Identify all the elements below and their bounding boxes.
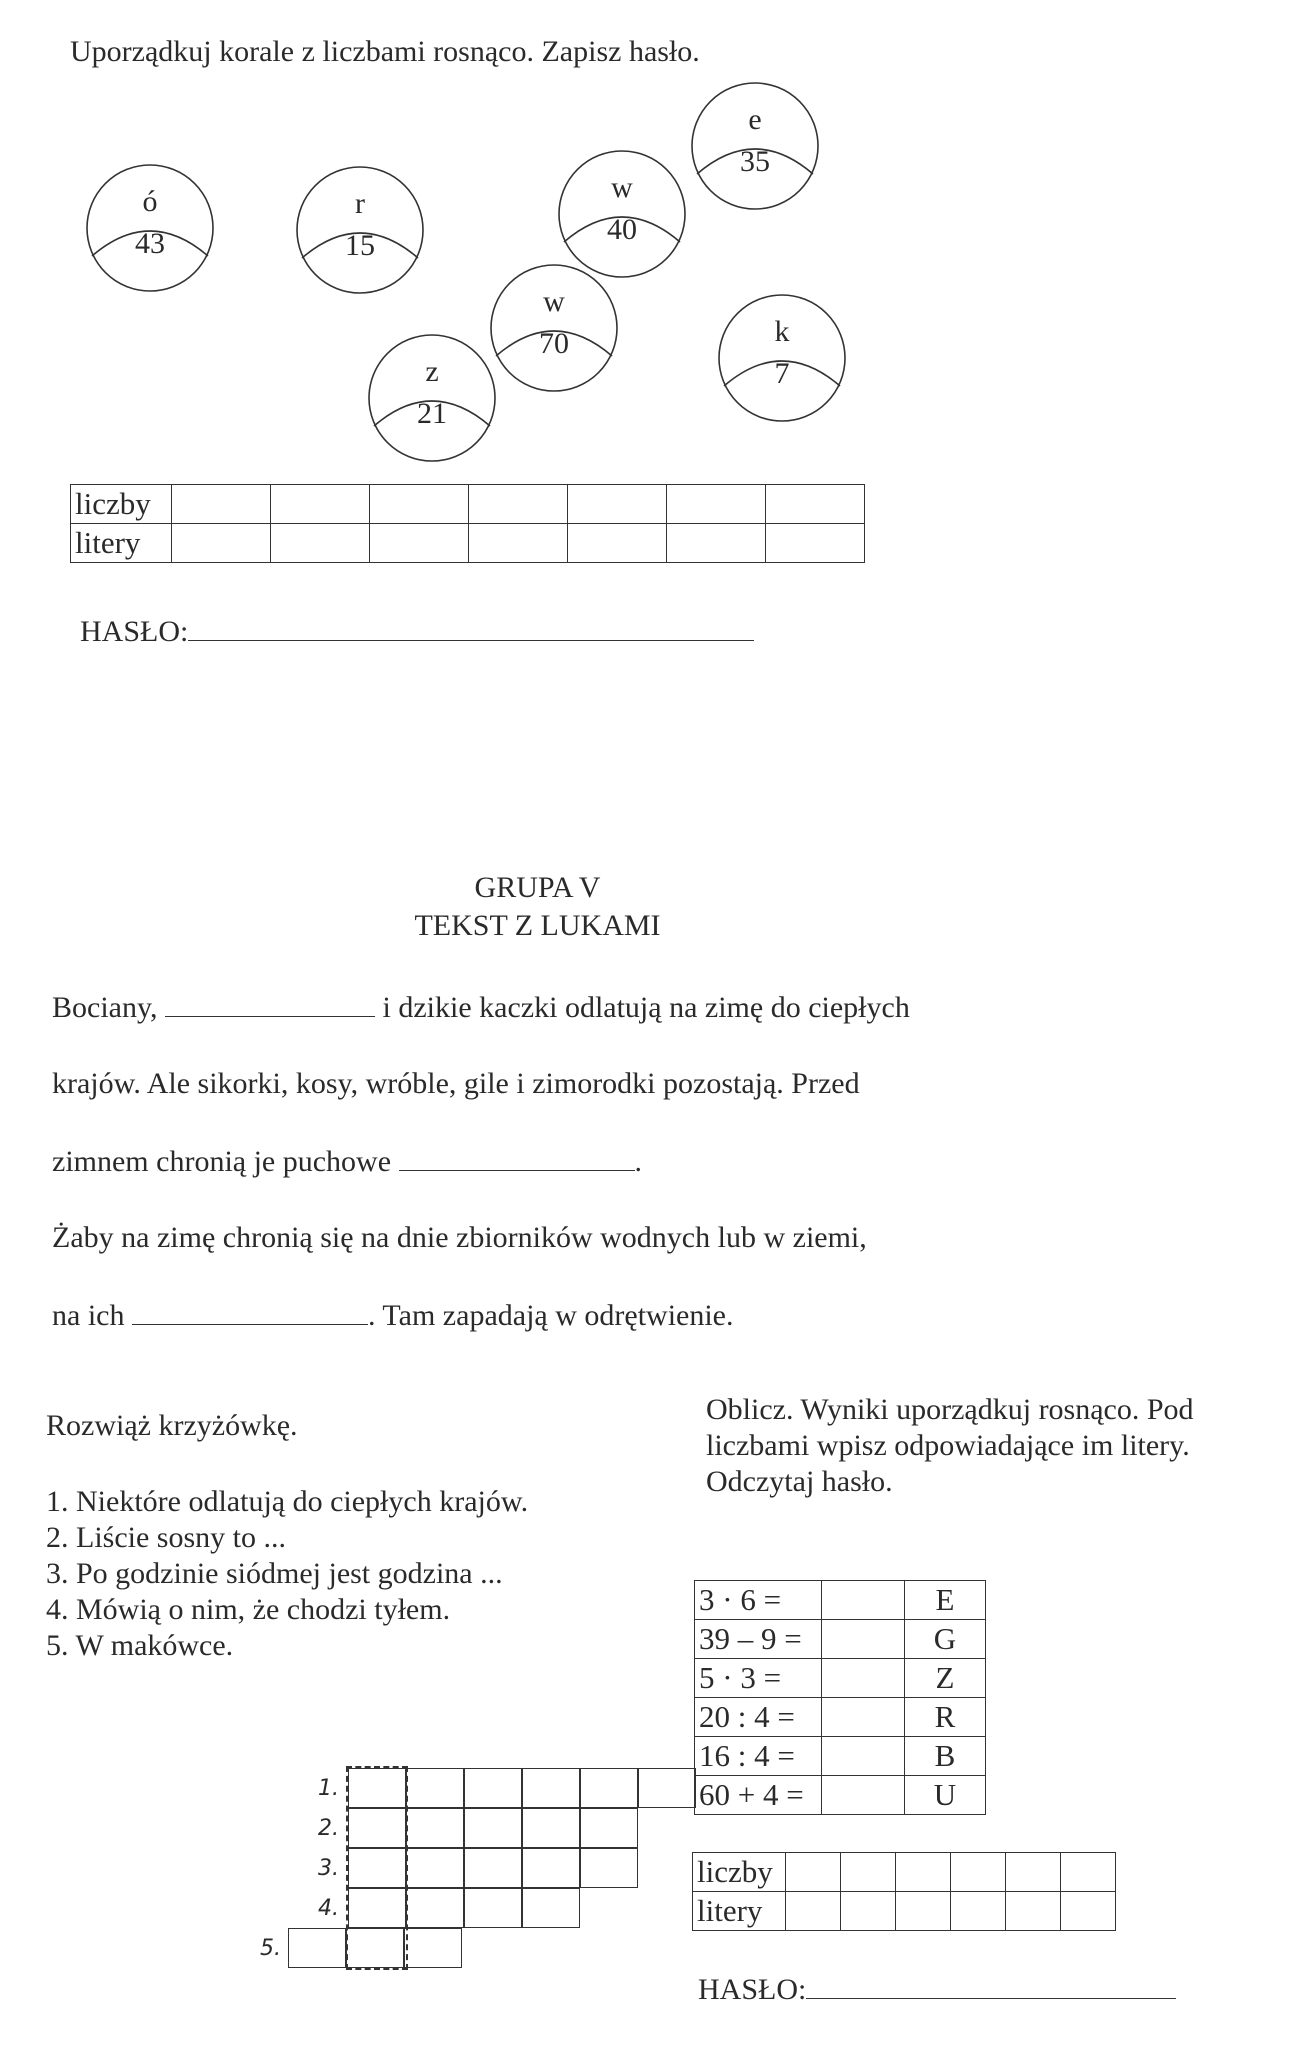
crossword-cell[interactable]: [580, 1808, 638, 1848]
crossword-cell[interactable]: [464, 1768, 522, 1808]
group-title: GRUPA V: [474, 871, 601, 904]
answer-cell[interactable]: [568, 485, 667, 524]
calc-instruction-line: Oblicz. Wyniki uporządkuj rosnąco. Pod: [706, 1393, 1194, 1426]
calc-letter: G: [905, 1620, 986, 1659]
answer-cell[interactable]: [1006, 1892, 1061, 1931]
crossword-cell[interactable]: [522, 1808, 580, 1848]
calc-expression: 3 · 6 =: [695, 1581, 822, 1620]
bead: [691, 82, 819, 210]
calc-expression: 39 – 9 =: [695, 1620, 822, 1659]
crossword-row-number: 3.: [318, 1856, 339, 1881]
answer-cell[interactable]: [172, 485, 271, 524]
answer-cell[interactable]: [568, 524, 667, 563]
crossword-row-number: 5.: [260, 1936, 281, 1961]
calc-expression: 5 · 3 =: [695, 1659, 822, 1698]
bead-number: 15: [345, 229, 375, 262]
haslo-answer-blank[interactable]: [806, 1974, 1176, 1999]
group-subtitle: TEKST Z LUKAMI: [414, 909, 661, 942]
cloze-text: Bociany,: [52, 991, 158, 1024]
calc-letter: B: [905, 1737, 986, 1776]
bead-letter: w: [611, 171, 633, 204]
answer-cell[interactable]: [469, 485, 568, 524]
bead-task-instruction: Uporządkuj korale z liczbami rosnąco. Zapisz hasło.: [70, 35, 700, 68]
calc-result-cell[interactable]: [822, 1581, 905, 1620]
answer-cell[interactable]: [951, 1853, 1006, 1892]
answer-cell[interactable]: [1006, 1853, 1061, 1892]
bead: [718, 294, 846, 422]
crossword-cell[interactable]: [464, 1808, 522, 1848]
cloze-text: .: [634, 1145, 643, 1178]
cloze-line-2: krajów. Ale sikorki, kosy, wróble, gile i zimorodki pozostają. Przed: [52, 1067, 860, 1100]
crossword-cell[interactable]: [406, 1768, 464, 1808]
answer-cell[interactable]: [786, 1892, 841, 1931]
calc-instruction: [706, 1392, 1194, 1500]
answer-cell[interactable]: [271, 524, 370, 563]
bead-number: 7: [774, 357, 790, 390]
calc-row: [695, 1776, 986, 1815]
cloze-text: i dzikie kaczki odlatują na zimę do ciepłych: [382, 991, 910, 1024]
crossword-clue: 4. Mówią o nim, że chodzi tyłem.: [46, 1593, 451, 1626]
answer-cell[interactable]: [896, 1853, 951, 1892]
answer-cell[interactable]: [896, 1892, 951, 1931]
crossword-clues: [46, 1484, 528, 1664]
crossword-clue: 1. Niektóre odlatują do ciepłych krajów.: [46, 1485, 529, 1518]
calc-row: [695, 1620, 986, 1659]
calc-answer-table: [692, 1852, 1116, 1931]
calc-letter: R: [905, 1698, 986, 1737]
cloze-text: . Tam zapadają w odrętwienie.: [367, 1299, 734, 1332]
calc-letter: E: [905, 1581, 986, 1620]
bead: [558, 150, 686, 278]
crossword-cell[interactable]: [522, 1848, 580, 1888]
cloze-text: zimnem chronią je puchowe: [52, 1145, 392, 1178]
haslo-answer-blank[interactable]: [188, 614, 754, 641]
bead: [368, 334, 496, 462]
crossword-cell[interactable]: [638, 1768, 696, 1808]
bead: [490, 264, 618, 392]
crossword-cell[interactable]: [522, 1768, 580, 1808]
row-label-liczby: liczby: [693, 1853, 786, 1892]
crossword-cell[interactable]: [406, 1888, 464, 1928]
bead-number: 35: [740, 145, 770, 178]
crossword-row-number: 2.: [318, 1816, 339, 1841]
calc-instruction-line: liczbami wpisz odpowiadające im litery.: [706, 1429, 1190, 1462]
answer-cell[interactable]: [1061, 1892, 1116, 1931]
calc-row: [695, 1737, 986, 1776]
cloze-blank-1[interactable]: [165, 994, 375, 1017]
haslo-label: HASŁO:: [698, 1973, 807, 2006]
row-label-liczby: liczby: [71, 485, 172, 524]
bead-letter: k: [774, 315, 790, 348]
answer-cell[interactable]: [951, 1892, 1006, 1931]
answer-cell[interactable]: [786, 1853, 841, 1892]
calc-table: [694, 1580, 986, 1815]
cloze-line-4: Żaby na zimę chronią się na dnie zbiorników wodnych lub w ziemi,: [52, 1221, 867, 1254]
haslo-label: HASŁO:: [80, 615, 189, 648]
bead: [86, 164, 214, 292]
cloze-blank-3[interactable]: [132, 1302, 368, 1325]
haslo-line: [80, 614, 754, 650]
crossword-clue: 2. Liście sosny to ...: [46, 1521, 286, 1554]
crossword-cell[interactable]: [288, 1928, 346, 1968]
crossword-cell[interactable]: [406, 1848, 464, 1888]
calc-haslo-line: [698, 1972, 1176, 2008]
bead-number: 21: [417, 397, 447, 430]
calc-result-cell[interactable]: [822, 1776, 905, 1815]
answer-cell[interactable]: [271, 485, 370, 524]
calc-result-cell[interactable]: [822, 1659, 905, 1698]
crossword-row-number: 1.: [318, 1776, 339, 1801]
bead-letter: e: [748, 103, 762, 136]
crossword-clue: 3. Po godzinie siódmej jest godzina ...: [46, 1557, 503, 1590]
bead-letter: r: [355, 187, 365, 220]
crossword-row-number: 4.: [318, 1896, 339, 1921]
calc-result-cell[interactable]: [822, 1698, 905, 1737]
cloze-line-3: [52, 1144, 642, 1180]
answer-cell[interactable]: [667, 485, 766, 524]
crossword-cell[interactable]: [580, 1768, 638, 1808]
answer-cell[interactable]: [766, 524, 865, 563]
calc-result-cell[interactable]: [822, 1620, 905, 1659]
answer-cell[interactable]: [766, 485, 865, 524]
answer-cell[interactable]: [1061, 1853, 1116, 1892]
bead-letter: ó: [142, 185, 158, 218]
crossword-solution-column: [346, 1766, 408, 1970]
row-label-litery: litery: [693, 1892, 786, 1931]
bead: [296, 166, 424, 294]
bead-letter: z: [425, 355, 439, 388]
bead-number: 70: [539, 327, 569, 360]
crossword-clue: 5. W makówce.: [46, 1629, 234, 1662]
crossword-cell[interactable]: [522, 1888, 580, 1928]
bead-number: 40: [607, 213, 637, 246]
cloze-line-5: [52, 1298, 734, 1334]
calc-row: [695, 1659, 986, 1698]
bead-number: 43: [135, 227, 165, 260]
calc-result-cell[interactable]: [822, 1737, 905, 1776]
crossword-cell[interactable]: [464, 1888, 522, 1928]
crossword-cell[interactable]: [464, 1848, 522, 1888]
answer-cell[interactable]: [172, 524, 271, 563]
answer-cell[interactable]: [841, 1892, 896, 1931]
answer-cell[interactable]: [667, 524, 766, 563]
answer-cell[interactable]: [370, 485, 469, 524]
bead-answer-table: [70, 484, 865, 563]
crossword-cell[interactable]: [580, 1848, 638, 1888]
calc-expression: 60 + 4 =: [695, 1776, 822, 1815]
calc-instruction-line: Odczytaj hasło.: [706, 1465, 893, 1498]
calc-expression: 20 : 4 =: [695, 1698, 822, 1737]
answer-cell[interactable]: [469, 524, 568, 563]
crossword-title: Rozwiąż krzyżówkę.: [46, 1409, 298, 1442]
crossword-cell[interactable]: [406, 1808, 464, 1848]
calc-expression: 16 : 4 =: [695, 1737, 822, 1776]
calc-letter: Z: [905, 1659, 986, 1698]
cloze-blank-2[interactable]: [399, 1148, 635, 1171]
bead-letter: w: [543, 285, 565, 318]
cloze-text: na ich: [52, 1299, 125, 1332]
calc-row: [695, 1581, 986, 1620]
calc-letter: U: [905, 1776, 986, 1815]
cloze-line-1: [52, 990, 910, 1026]
crossword-cell[interactable]: [404, 1928, 462, 1968]
answer-cell[interactable]: [841, 1853, 896, 1892]
row-label-litery: litery: [71, 524, 172, 563]
calc-row: [695, 1698, 986, 1737]
answer-cell[interactable]: [370, 524, 469, 563]
